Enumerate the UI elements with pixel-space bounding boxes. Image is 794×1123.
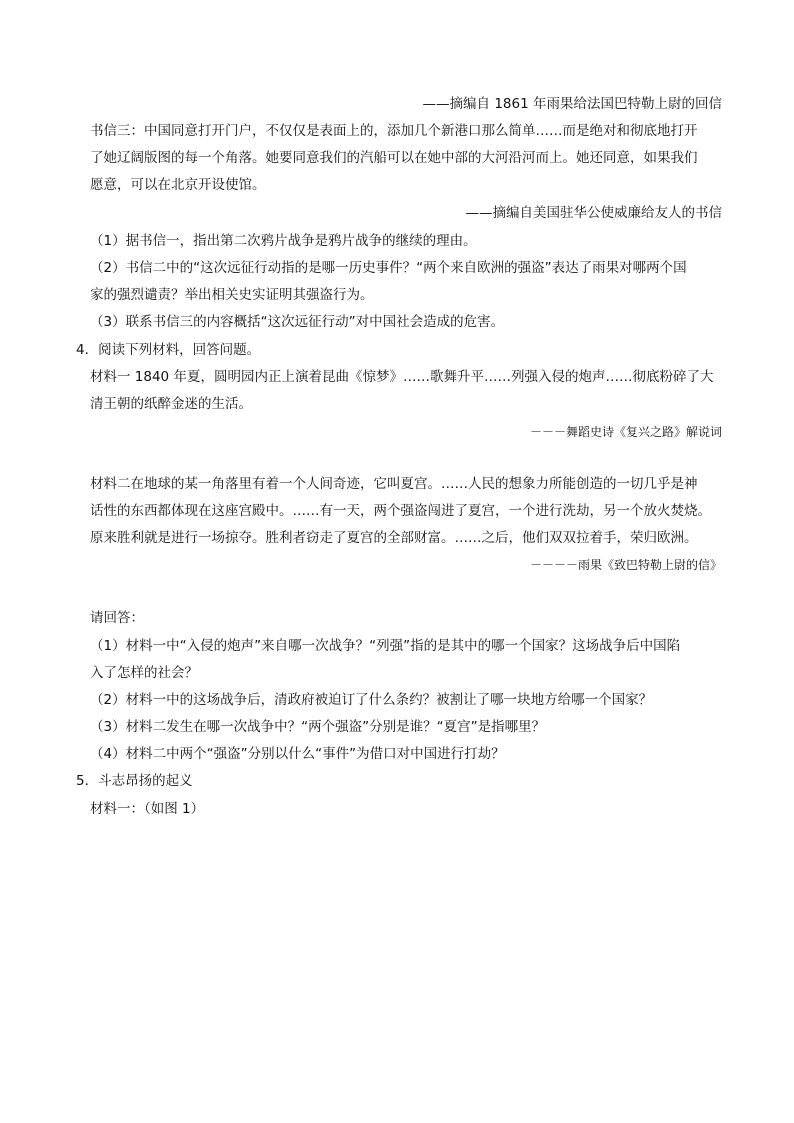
source-line-hugo-reply: ——摘编自 1861 年雨果给法国巴特勒上尉的回信 [422,96,722,112]
question-3-2-line-1: （2）书信二中的“这次远征行动指的是哪一历史事件？“两个来自欧洲的强盗”表达了雨果对哪两个国 [90,260,687,276]
question-4-4: （4）材料二中两个“强盗”分别以什么“事件”为借口对中国进行打劫？ [90,746,505,762]
question-3-3: （3）联系书信三的内容概括“这次远征行动”对中国社会造成的危害。 [90,314,505,330]
question-5-heading: 5．斗志昂扬的起义 [76,773,193,789]
question-4-1-line-2: 入了怎样的社会？ [90,665,198,681]
source-line-us-minister: ——摘编自美国驻华公使威廉给友人的书信 [465,205,722,221]
question-5-material-1: 材料一：（如图 1） [90,801,205,817]
question-4-3: （3）材料二发生在哪一次战争中？“两个强盗”分别是谁？“夏宫”是指哪里？ [90,719,546,735]
please-answer-label: 请回答： [90,610,144,626]
material-1-source: －－－舞蹈史诗《复兴之路》解说词 [529,425,722,439]
letter-three-line-3: 愿意，可以在北京开设使馆。 [90,177,266,193]
material-2-line-1: 材料二在地球的某一角落里有着一个人间奇迹，它叫夏宫。……人民的想象力所能创造的一切几乎是神 [90,476,698,492]
question-4-2: （2）材料一中的这场战争后，清政府被迫订了什么条约？被割让了哪一块地方给哪一个国家？ [90,692,653,708]
question-3-2-line-2: 家的强烈谴责？举出相关史实证明其强盗行为。 [90,287,374,303]
question-4-heading: 4．阅读下列材料，回答问题。 [76,342,261,358]
question-4-1-line-1: （1）材料一中“入侵的炮声”来自哪一次战争？“列强”指的是其中的哪一个国家？这场战争后中国陷 [90,638,681,654]
material-1-line-2: 清王朝的纸醉金迷的生活。 [90,396,252,412]
letter-three-line-2: 了她辽阔版图的每一个角落。她要同意我们的汽船可以在她中部的大河沿河而上。她还同意，如果我们 [90,150,698,166]
material-2-line-2: 话性的东西都体现在这座宫殿中。……有一天，两个强盗闯进了夏宫，一个进行洗劫，另一个放火焚烧。 [90,503,711,519]
material-2-line-3: 原来胜利就是进行一场掠夺。胜利者窃走了夏宫的全部财富。……之后，他们双双拉着手，荣归欧洲。 [90,530,698,546]
letter-three-line-1: 书信三：中国同意打开门户，不仅仅是表面上的，添加几个新港口那么简单……而是绝对和彻底地打开 [90,123,698,139]
question-3-1: （1）据书信一，指出第二次鸦片战争是鸦片战争的继续的理由。 [90,233,477,249]
material-1-line-1: 材料一 1840 年夏，圆明园内正上演着昆曲《惊梦》……歌舞升平……列强入侵的炮声……彻底粉碎了大 [90,369,714,385]
material-2-source: －－－－雨果《致巴特勒上尉的信》 [529,558,722,572]
